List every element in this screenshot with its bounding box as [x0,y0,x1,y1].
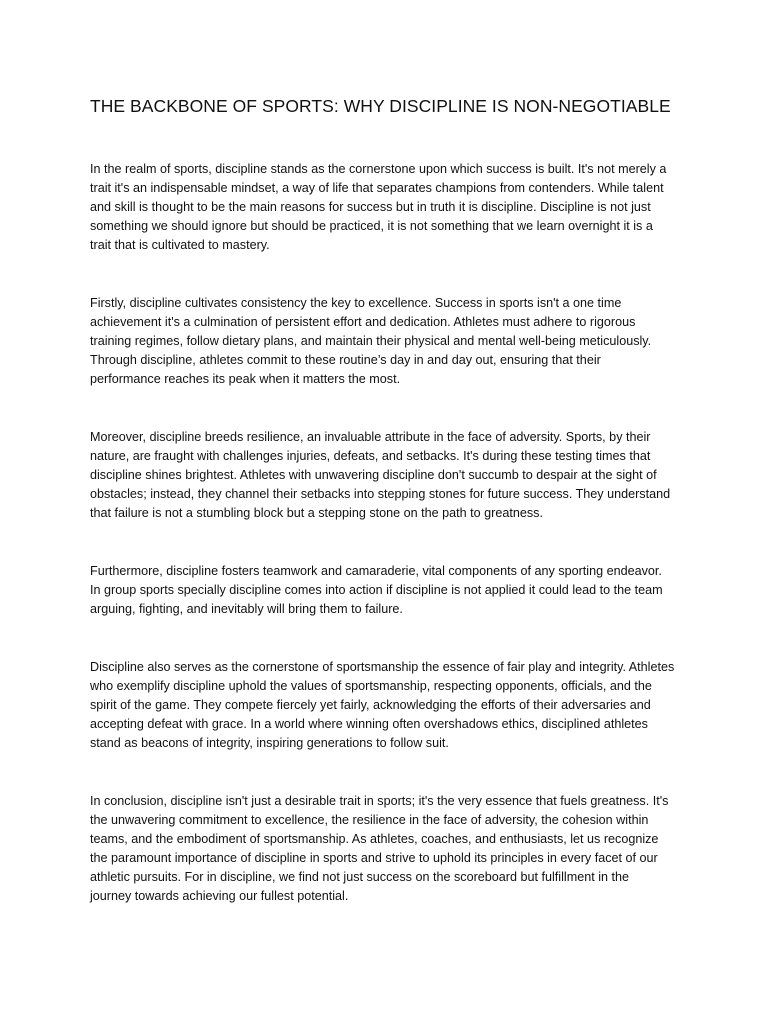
paragraph-consistency: Firstly, discipline cultivates consistency the key to excellence. Success in sports isn't a one time achievement it's a culmination of persistent effort and dedication. Athletes must adhere to rigorous training regimes, follow dietary plans, and maintain their physical and mental well-being meticulously. Through discipline, athletes commit to these routine’s day in and day out, ensuring that their performance reaches its peak when it matters the most. [90,295,652,387]
paragraph-teamwork: Furthermore, discipline fosters teamwork and camaraderie, vital components of any sporting endeavor. In group sports specially discipline comes into action if discipline is not applied it could lead to the team arguing, fighting, and inevitably will bring them to failure. [90,563,663,617]
paragraph-intro: In the realm of sports, discipline stands as the cornerstone upon which success is built. It's not merely a trait it's an indispensable mindset, a way of life that separates champions from contenders. While talent and skill is thought to be the main reasons for success but in truth it is discipline. Discipline is not just something we should ignore but should be practiced, it is not something that we learn overnight it is a trait that is cultivated to mastery. [90,162,667,253]
document-title: THE BACKBONE OF SPORTS: WHY DISCIPLINE IS NON-NEGOTIABLE [90,96,671,116]
paragraph-conclusion: In conclusion, discipline isn't just a desirable trait in sports; it's the very essence that fuels greatness. It's the unwavering commitment to excellence, the resilience in the face of adversity, the cohesion within teams, and the embodiment of sportsmanship. As athletes, coaches, and enthusiasts, let us recognize the paramount importance of discipline in sports and strive to uphold its principles in every facet of our athletic pursuits. For in discipline, we find not just success on the scoreboard but fulfillment in the journey towards achieving our fullest potential. [90,793,669,904]
paragraph-resilience: Moreover, discipline breeds resilience, an invaluable attribute in the face of adversity. Sports, by their nature, are fraught with challenges injuries, defeats, and setbacks. It's during these testing times that discipline shines brightest. Athletes with unwavering discipline don't succumb to despair at the sight of obstacles; instead, they channel their setbacks into stepping stones for future success. They understand that failure is not a stumbling block but a stepping stone on the path to greatness. [90,429,671,521]
paragraph-sportsmanship: Discipline also serves as the cornerstone of sportsmanship the essence of fair play and integrity. Athletes who exemplify discipline uphold the values of sportsmanship, respecting opponents, officials, and the spirit of the game. They compete fiercely yet fairly, acknowledging the efforts of their adversaries and accepting defeat with grace. In a world where winning often overshadows ethics, disciplined athletes stand as beacons of integrity, inspiring generations to follow suit. [90,659,675,751]
document-page [90,94,680,906]
